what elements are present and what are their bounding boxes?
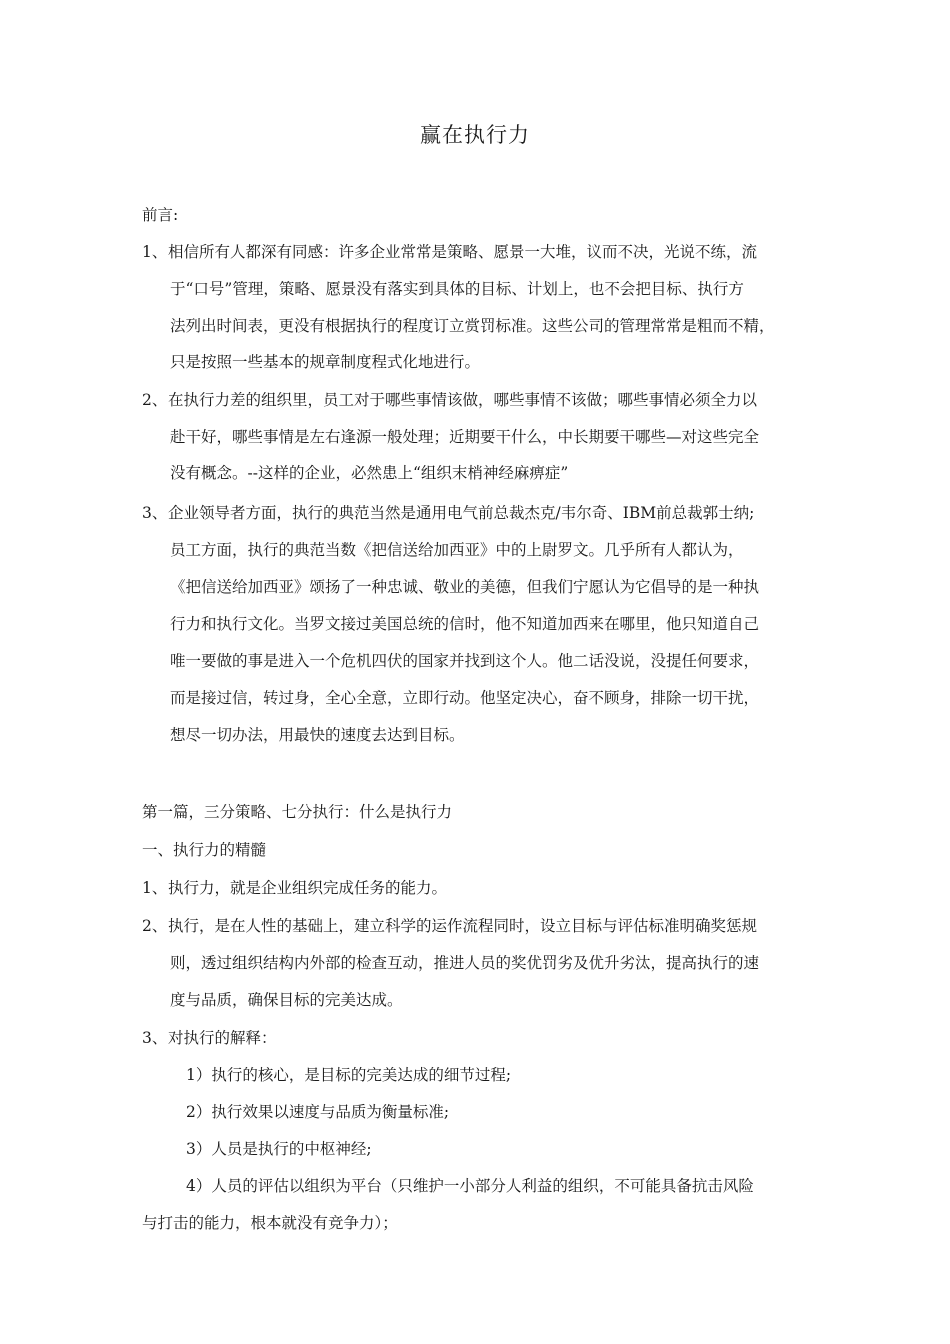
- page-title: 赢在执行力: [420, 123, 530, 147]
- paragraph-line: 只是按照一些基本的规章制度程式化地进行。: [170, 353, 481, 371]
- paragraph-line: 法列出时间表，更没有根据执行的程度订立赏罚标准。这些公司的管理常常是粗而不精，: [170, 317, 775, 335]
- paragraph-line: 没有概念。--这样的企业，必然患上“组织末梢神经麻痹症”: [170, 464, 569, 482]
- paragraph-line: 而是接过信，转过身，全心全意，立即行动。他坚定决心，奋不顾身，排除一切干扰，: [170, 689, 760, 707]
- paragraph-line: 在执行力差的组织里，员工对于哪些事情该做，哪些事情不该做；哪些事情必须全力以: [168, 391, 758, 409]
- paragraph-line: 度与品质，确保目标的完美达成。: [170, 991, 403, 1009]
- paragraph-line: 唯一要做的事是进入一个危机四伏的国家并找到这个人。他二话没说，没提任何要求，: [170, 652, 760, 670]
- sub-list-item: 4）人员的评估以组织为平台（只维护一小部分人利益的组织，不可能具备抗击风险: [186, 1177, 754, 1195]
- item-number: 1、: [142, 243, 168, 261]
- paragraph-line: 于“口号”管理，策略、愿景没有落实到具体的目标、计划上，也不会把目标、执行方: [170, 280, 744, 298]
- paragraph-line: 与打击的能力，根本就没有竞争力）；: [142, 1214, 398, 1232]
- paragraph-line: 想尽一切办法，用最快的速度去达到目标。: [170, 726, 465, 744]
- section-heading: 一、执行力的精髓: [142, 841, 267, 859]
- sub-list-item: 1）执行的核心，是目标的完美达成的细节过程;: [186, 1066, 512, 1084]
- paragraph-line: 相信所有人都深有同感：许多企业常常是策略、愿景一大堆，议而不决，光说不练，流: [168, 243, 758, 261]
- preface-heading: 前言:: [142, 206, 179, 224]
- paragraph-line: 企业领导者方面，执行的典范当然是通用电气前总裁杰克/韦尔奇、IBM前总裁郭士纳;: [168, 504, 755, 522]
- paragraph-line: 执行力，就是企业组织完成任务的能力。: [168, 879, 448, 897]
- item-number: 2、: [142, 391, 168, 409]
- sub-list-item: 2）执行效果以速度与品质为衡量标准;: [186, 1103, 450, 1121]
- item-number: 1、: [142, 879, 168, 897]
- sub-list-item: 3）人员是执行的中枢神经;: [186, 1140, 372, 1158]
- paragraph-line: 员工方面，执行的典范当数《把信送给加西亚》中的上尉罗文。几乎所有人都认为，: [170, 541, 744, 559]
- item-number: 3、: [142, 504, 168, 522]
- item-number: 2、: [142, 917, 168, 935]
- item-number: 3、: [142, 1029, 168, 1047]
- paragraph-line: 行力和执行文化。当罗文接过美国总统的信时，他不知道加西来在哪里，他只知道自己: [170, 615, 760, 633]
- paragraph-line: 《把信送给加西亚》颂扬了一种忠诚、敬业的美德，但我们宁愿认为它倡导的是一种执: [170, 578, 760, 596]
- paragraph-line: 则，透过组织结构内外部的检查互动，推进人员的奖优罚劣及优升劣汰，提高执行的速: [170, 954, 760, 972]
- paragraph-line: 对执行的解释：: [168, 1029, 277, 1047]
- chapter-heading: 第一篇，三分策略、七分执行：什么是执行力: [142, 803, 453, 821]
- paragraph-line: 执行，是在人性的基础上，建立科学的运作流程同时，设立目标与评估标准明确奖惩规: [168, 917, 758, 935]
- paragraph-line: 赴干好，哪些事情是左右逢源一般处理；近期要干什么，中长期要干哪些—对这些完全: [170, 428, 760, 446]
